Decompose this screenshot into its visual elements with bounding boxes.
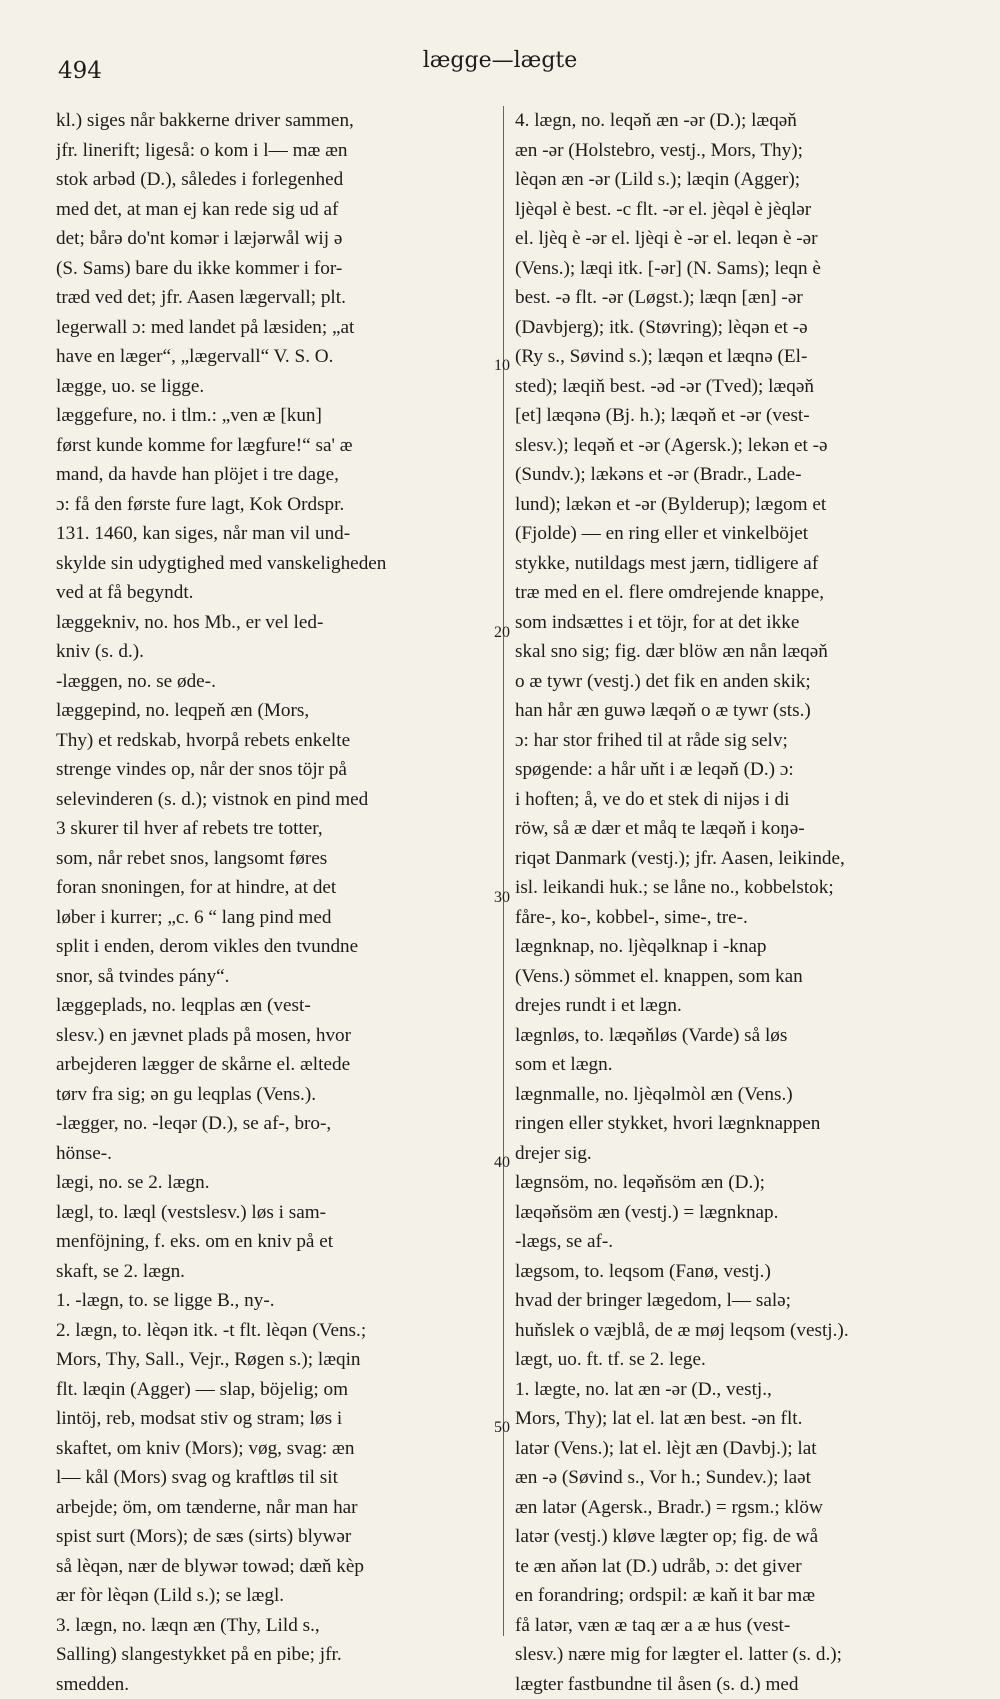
text-line: en forandring; ordspil: æ kaň it bar mæ bbox=[515, 1581, 952, 1611]
text-line: kl.) siges når bakkerne driver sammen, bbox=[56, 106, 492, 136]
line-number: 30 bbox=[494, 889, 510, 907]
text-line: som et lægn. bbox=[515, 1050, 952, 1080]
text-line: slesv.); leqəň et -ər (Agersk.); lekən et -ə bbox=[515, 431, 952, 461]
text-line: skal sno sig; fig. dær blöw æn nån læqəň bbox=[515, 637, 952, 667]
text-line: (Vens.) sömmet el. knappen, som kan bbox=[515, 962, 952, 992]
text-line: Mors, Thy, Sall., Vejr., Røgen s.); læqin bbox=[56, 1345, 492, 1375]
text-line: have en læger“, „lægervall“ V. S. O. bbox=[56, 342, 492, 372]
text-line: (Fjolde) — en ring eller et vinkelböjet bbox=[515, 519, 952, 549]
text-line: lægge, uo. se ligge. bbox=[56, 372, 492, 402]
text-line: læggefure, no. i tlm.: „ven æ [kun] bbox=[56, 401, 492, 431]
text-line: ɔ: har stor frihed til at råde sig selv; bbox=[515, 726, 952, 756]
text-line: menföjning, f. eks. om en kniv på et bbox=[56, 1227, 492, 1257]
text-line: som indsættes i et töjr, for at det ikke bbox=[515, 608, 952, 638]
text-line: lægnsöm, no. leqəňsöm æn (D.); bbox=[515, 1168, 952, 1198]
text-line: lægter fastbundne til åsen (s. d.) med bbox=[515, 1670, 952, 1699]
text-line: ær fòr lèqən (Lild s.); se lægl. bbox=[56, 1581, 492, 1611]
text-line: skaftet, om kniv (Mors); vøg, svag: æn bbox=[56, 1434, 492, 1464]
text-line: legerwall ɔ: med landet på læsiden; „at bbox=[56, 313, 492, 343]
text-line: (Davbjerg); itk. (Støvring); lèqən et -ə bbox=[515, 313, 952, 343]
text-line: arbejde; öm, om tænderne, når man har bbox=[56, 1493, 492, 1523]
text-line: mand, da havde han plöjet i tre dage, bbox=[56, 460, 492, 490]
text-line: det; bårə do'nt komər i læjərwål wij ə bbox=[56, 224, 492, 254]
text-line: huňslek o væjblå, de æ møj leqsom (vestj.). bbox=[515, 1316, 952, 1346]
text-line: ljèqəl è best. -c flt. -ər el. jèqəl è jèqlər bbox=[515, 195, 952, 225]
text-line: -lægger, no. -leqər (D.), se af-, bro-, bbox=[56, 1109, 492, 1139]
text-line: hönse-. bbox=[56, 1139, 492, 1169]
text-line: foran snoningen, for at hindre, at det bbox=[56, 873, 492, 903]
text-line: læggeplads, no. leqplas æn (vest- bbox=[56, 991, 492, 1021]
text-line: læqəňsöm æn (vestj.) = lægnknap. bbox=[515, 1198, 952, 1228]
text-line: röw, så æ dær et måq te læqəň i koŋə- bbox=[515, 814, 952, 844]
text-line: latər (vestj.) kløve lægter op; fig. de wå bbox=[515, 1522, 952, 1552]
text-line: 1. -lægn, to. se ligge B., ny-. bbox=[56, 1286, 492, 1316]
text-line: i hoften; å, ve do et stek di nijəs i di bbox=[515, 785, 952, 815]
text-line: drejes rundt i et lægn. bbox=[515, 991, 952, 1021]
text-line: -lægs, se af-. bbox=[515, 1227, 952, 1257]
text-line: l— kål (Mors) svag og kraftløs til sit bbox=[56, 1463, 492, 1493]
text-line: lintöj, reb, modsat stiv og stram; løs i bbox=[56, 1404, 492, 1434]
text-line: (Ry s., Søvind s.); læqən et læqnə (El- bbox=[515, 342, 952, 372]
text-line: te æn aňən lat (D.) udråb, ɔ: det giver bbox=[515, 1552, 952, 1582]
text-line: tørv fra sig; ən gu leqplas (Vens.). bbox=[56, 1080, 492, 1110]
text-line: han hår æn guwə læqəň o æ tywr (sts.) bbox=[515, 696, 952, 726]
text-line: så lèqən, nær de blywər towəd; dæň kèp bbox=[56, 1552, 492, 1582]
left-column bbox=[56, 106, 492, 1699]
text-line: ringen eller stykket, hvori lægnknappen bbox=[515, 1109, 952, 1139]
text-line: spøgende: a hår uňt i æ leqəň (D.) ɔ: bbox=[515, 755, 952, 785]
text-line: sted); læqiň best. -əd -ər (Tved); læqəň bbox=[515, 372, 952, 402]
line-number: 20 bbox=[494, 624, 510, 642]
text-line: Thy) et redskab, hvorpå rebets enkelte bbox=[56, 726, 492, 756]
text-line: best. -ə flt. -ər (Løgst.); læqn [æn] -ər bbox=[515, 283, 952, 313]
text-line: latər (Vens.); lat el. lèjt æn (Davbj.); lat bbox=[515, 1434, 952, 1464]
text-line: (Sundv.); lækəns et -ər (Bradr., Lade- bbox=[515, 460, 952, 490]
text-line: selevinderen (s. d.); vistnok en pind med bbox=[56, 785, 492, 815]
text-line: stykke, nutildags mest jærn, tidligere af bbox=[515, 549, 952, 579]
text-line: lund); lækən et -ər (Bylderup); lægom et bbox=[515, 490, 952, 520]
text-line: 1. lægte, no. lat æn -ər (D., vestj., bbox=[515, 1375, 952, 1405]
text-line: drejer sig. bbox=[515, 1139, 952, 1169]
text-line: isl. leikandi huk.; se låne no., kobbelstok; bbox=[515, 873, 952, 903]
text-line: flt. læqin (Agger) — slap, böjelig; om bbox=[56, 1375, 492, 1405]
text-line: 4. lægn, no. leqəň æn -ər (D.); læqəň bbox=[515, 106, 952, 136]
text-line: jfr. linerift; ligeså: o kom i l— mæ æn bbox=[56, 136, 492, 166]
text-line: træ med en el. flere omdrejende knappe, bbox=[515, 578, 952, 608]
text-line: som, når rebet snos, langsomt føres bbox=[56, 844, 492, 874]
text-line: fåre-, ko-, kobbel-, sime-, tre-. bbox=[515, 903, 952, 933]
text-line: træd ved det; jfr. Aasen lægervall; plt. bbox=[56, 283, 492, 313]
text-line: skylde sin udygtighed med vanskeligheden bbox=[56, 549, 492, 579]
text-line: først kunde komme for lægfure!“ sa' æ bbox=[56, 431, 492, 461]
text-line: lægt, uo. ft. tf. se 2. lege. bbox=[515, 1345, 952, 1375]
text-line: riqət Danmark (vestj.); jfr. Aasen, leikinde, bbox=[515, 844, 952, 874]
line-number: 40 bbox=[494, 1154, 510, 1172]
text-line: lægnmalle, no. ljèqəlmòl æn (Vens.) bbox=[515, 1080, 952, 1110]
text-line: ved at få begyndt. bbox=[56, 578, 492, 608]
line-number: 10 bbox=[494, 357, 510, 375]
text-line: lægl, to. læql (vestslesv.) løs i sam- bbox=[56, 1198, 492, 1228]
text-line: æn -ər (Holstebro, vestj., Mors, Thy); bbox=[515, 136, 952, 166]
text-line: hvad der bringer lægedom, l— salə; bbox=[515, 1286, 952, 1316]
text-line: løber i kurrer; „c. 6 “ lang pind med bbox=[56, 903, 492, 933]
text-line: æn latər (Agersk., Bradr.) = rgsm.; klöw bbox=[515, 1493, 952, 1523]
text-line: Salling) slangestykket på en pibe; jfr. bbox=[56, 1640, 492, 1670]
text-line: æn -ə (Søvind s., Vor h.; Sundev.); laət bbox=[515, 1463, 952, 1493]
text-line: stok arbəd (D.), således i forlegenhed bbox=[56, 165, 492, 195]
text-line: o æ tywr (vestj.) det fik en anden skik; bbox=[515, 667, 952, 697]
text-line: -læggen, no. se øde-. bbox=[56, 667, 492, 697]
text-line: ɔ: få den første fure lagt, Kok Ordspr. bbox=[56, 490, 492, 520]
text-line: [et] læqənə (Bj. h.); læqəň et -ər (vest- bbox=[515, 401, 952, 431]
text-line: (S. Sams) bare du ikke kommer i for- bbox=[56, 254, 492, 284]
text-line: slesv.) nære mig for lægter el. latter (s. d.); bbox=[515, 1640, 952, 1670]
text-line: lèqən æn -ər (Lild s.); læqin (Agger); bbox=[515, 165, 952, 195]
text-line: smedden. bbox=[56, 1670, 492, 1699]
column-divider bbox=[503, 106, 504, 1636]
text-line: split i enden, derom vikles den tvundne bbox=[56, 932, 492, 962]
text-line: (Vens.); læqi itk. [-ər] (N. Sams); leqn è bbox=[515, 254, 952, 284]
text-line: lægnløs, to. læqəňløs (Varde) så løs bbox=[515, 1021, 952, 1051]
text-line: kniv (s. d.). bbox=[56, 637, 492, 667]
text-line: læggekniv, no. hos Mb., er vel led- bbox=[56, 608, 492, 638]
text-line: 3. lægn, no. læqn æn (Thy, Lild s., bbox=[56, 1611, 492, 1641]
text-line: spist surt (Mors); de sæs (sirts) blywər bbox=[56, 1522, 492, 1552]
line-number: 50 bbox=[494, 1419, 510, 1437]
text-line: skaft, se 2. lægn. bbox=[56, 1257, 492, 1287]
text-line: strenge vindes op, når der snos töjr på bbox=[56, 755, 492, 785]
text-line: el. ljèq è -ər el. ljèqi è -ər el. leqən è -ər bbox=[515, 224, 952, 254]
text-line: 2. lægn, to. lèqən itk. -t flt. lèqən (Vens.; bbox=[56, 1316, 492, 1346]
text-line: 3 skurer til hver af rebets tre totter, bbox=[56, 814, 492, 844]
text-line: snor, så tvindes pány“. bbox=[56, 962, 492, 992]
text-line: Mors, Thy); lat el. lat æn best. -ən flt. bbox=[515, 1404, 952, 1434]
text-line: få latər, væn æ taq ær a æ hus (vest- bbox=[515, 1611, 952, 1641]
text-line: lægsom, to. leqsom (Fanø, vestj.) bbox=[515, 1257, 952, 1287]
text-line: lægi, no. se 2. lægn. bbox=[56, 1168, 492, 1198]
right-column bbox=[515, 106, 952, 1699]
text-line: med det, at man ej kan rede sig ud af bbox=[56, 195, 492, 225]
text-line: arbejderen lægger de skårne el. æltede bbox=[56, 1050, 492, 1080]
running-title: lægge—lægte bbox=[0, 48, 1000, 73]
text-line: lægnknap, no. ljèqəlknap i -knap bbox=[515, 932, 952, 962]
page-number: 494 bbox=[58, 58, 102, 84]
text-line: slesv.) en jævnet plads på mosen, hvor bbox=[56, 1021, 492, 1051]
text-line: 131. 1460, kan siges, når man vil und- bbox=[56, 519, 492, 549]
text-line: læggepind, no. leqpeň æn (Mors, bbox=[56, 696, 492, 726]
